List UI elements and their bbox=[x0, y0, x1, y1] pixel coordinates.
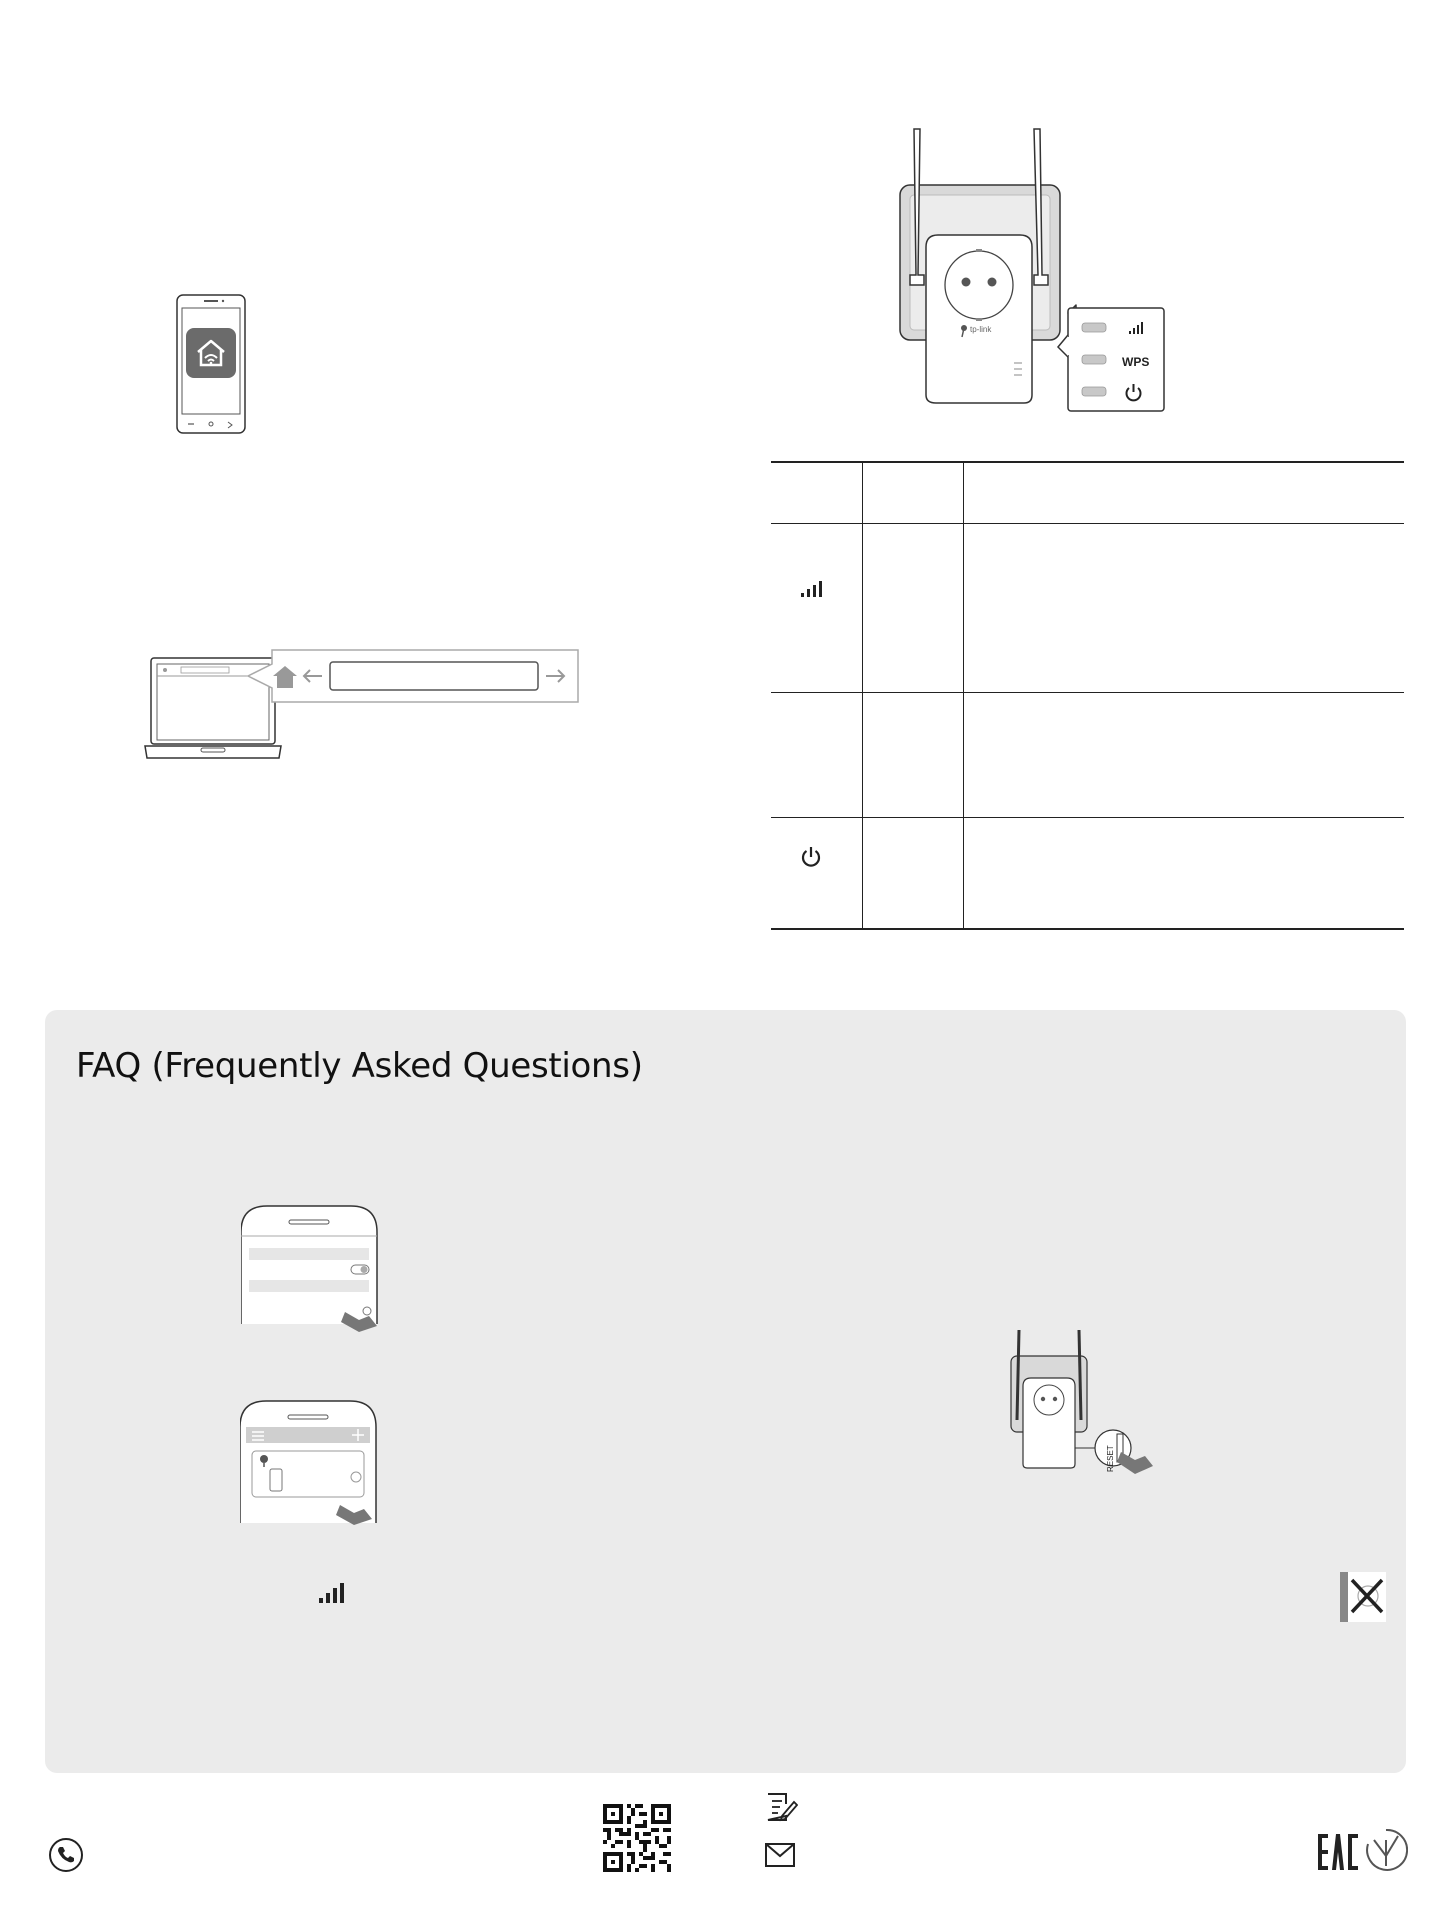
eac-mark bbox=[1316, 1832, 1360, 1872]
browser-address-bar[interactable] bbox=[246, 648, 580, 704]
led-wps-label bbox=[1120, 352, 1160, 372]
reset-label bbox=[1103, 1434, 1117, 1474]
extender-reset-illustration bbox=[1009, 1328, 1159, 1476]
crossed-out-icon bbox=[1340, 1572, 1386, 1622]
wps-label-text: WPS bbox=[1122, 355, 1150, 369]
feedback-icon bbox=[764, 1790, 798, 1824]
phone-settings-illustration bbox=[241, 1204, 379, 1332]
signal-icon bbox=[800, 580, 824, 598]
table-rule-top bbox=[771, 461, 1404, 463]
qr-code[interactable] bbox=[603, 1804, 671, 1872]
table-rule-row3 bbox=[771, 817, 1404, 818]
table-rule-row2 bbox=[771, 692, 1404, 693]
faq-section bbox=[45, 1010, 1406, 1773]
faq-title: FAQ (Frequently Asked Questions) bbox=[76, 1046, 643, 1086]
tether-app-icon[interactable] bbox=[186, 328, 236, 378]
phone-icon bbox=[48, 1837, 84, 1873]
table-col-divider-2 bbox=[963, 461, 964, 930]
email-icon bbox=[764, 1842, 796, 1868]
certification-mark bbox=[1364, 1826, 1408, 1872]
device-brand-label: tp-link bbox=[970, 325, 992, 334]
phone-device-list-illustration bbox=[240, 1399, 378, 1531]
table-col-divider-1 bbox=[862, 461, 863, 930]
signal-icon bbox=[318, 1582, 348, 1604]
table-rule-bottom bbox=[771, 928, 1404, 930]
table-rule-row1 bbox=[771, 523, 1404, 524]
power-icon bbox=[800, 846, 822, 868]
reset-label-text: RESET bbox=[1106, 1445, 1115, 1472]
